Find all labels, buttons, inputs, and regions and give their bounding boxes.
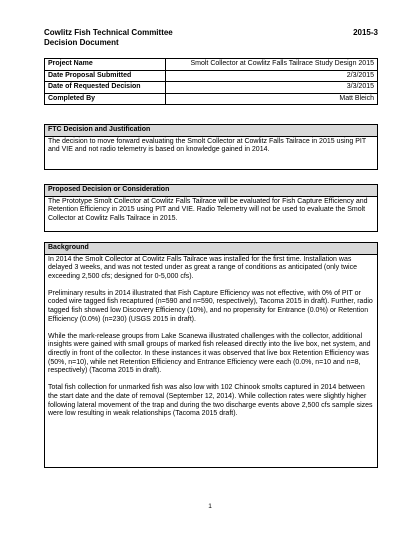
project-name-value: Smolt Collector at Cowlitz Falls Tailrace Study Design 2015: [166, 59, 378, 71]
date-decision-value: 3/3/2015: [166, 82, 378, 94]
proposed-decision-section: [44, 184, 378, 232]
table-row: [45, 70, 378, 82]
project-info-table: [44, 58, 378, 105]
ftc-decision-section: [44, 124, 378, 170]
document-header: [44, 28, 378, 47]
table-row: [45, 59, 378, 71]
background-paragraph-2: Preliminary results in 2014 illustrated that Fish Capture Efficiency was not effective, with 0% of PIT or coded wire tagged fish recaptured (n=590 and n=590, respectively), Tacoma 2015 in draft). Further, radio tagged fish showed low Discovery Efficiency (10%), and no propensity for Entrance (0.0%) or Retention Efficiency (0.0%) (n=230) (USGS 2015 in draft).: [48, 289, 373, 323]
background-section: [44, 242, 378, 468]
document-number: 2015-3: [353, 28, 378, 37]
date-submitted-value: 2/3/2015: [166, 70, 378, 82]
completed-by-value: Matt Bleich: [166, 93, 378, 105]
project-name-label: Project Name: [45, 59, 166, 71]
committee-name: Cowlitz Fish Technical Committee: [44, 28, 173, 37]
page-number: 1: [208, 503, 212, 510]
background-title: Background: [45, 243, 377, 255]
table-row: [45, 82, 378, 94]
date-decision-label: Date of Requested Decision: [45, 82, 166, 94]
document-type: Decision Document: [44, 37, 119, 47]
proposed-decision-title: Proposed Decision or Consideration: [45, 185, 377, 197]
proposed-decision-body: The Prototype Smolt Collector at Cowlitz Falls Tailrace will be evaluated for Fish Capture Efficiency and Retention Efficiency in 2015 using PIT and VIE. Radio Telemetry will not be used to evaluate the Smolt Collector at Cowlitz Falls Tailrace in 2015.: [48, 197, 368, 222]
ftc-decision-body: The decision to move forward evaluating the Smolt Collector at Cowlitz Falls Tailrace in 2015 using PIT and VIE and not radio telemetry is based on knowledge gained in 2014.: [48, 137, 367, 154]
table-row: [45, 93, 378, 105]
ftc-decision-title: FTC Decision and Justification: [45, 125, 377, 137]
date-submitted-label: Date Proposal Submitted: [45, 70, 166, 82]
completed-by-label: Completed By: [45, 93, 166, 105]
background-paragraph-4: Total fish collection for unmarked fish was also low with 102 Chinook smolts captured in 2014 between the start date and the date of removal (September 12, 2014). While collection rates were slightly higher following lateral movement of the trap and during the two discharge events above 2,500 cfs sample sizes were low resulting in weak relationships (Tacoma 2015 draft).: [48, 384, 373, 418]
background-paragraph-3: While the mark-release groups from Lake Scanewa illustrated challenges with the collector, additional insights were gained with small groups of marked fish released directly into the live box, net system, and directly in front of the collector. In these instances it was observed that live box Retention Efficiency was (50%, n=10), while net Retention Efficiency and Entrance Efficiency were each (0.0%, n=10 and n=8, respectively) (Tacoma 2015 in draft).: [48, 332, 371, 375]
background-paragraph-1: In 2014 the Smolt Collector at Cowlitz Falls Tailrace was installed for the first time. Installation was delayed 3 weeks, and was not tested under as great a range of conditions as anticipated (only twice exceeding 2,500 cfs; designed for 0-5,000 cfs).: [48, 255, 357, 280]
background-body: [45, 255, 377, 420]
